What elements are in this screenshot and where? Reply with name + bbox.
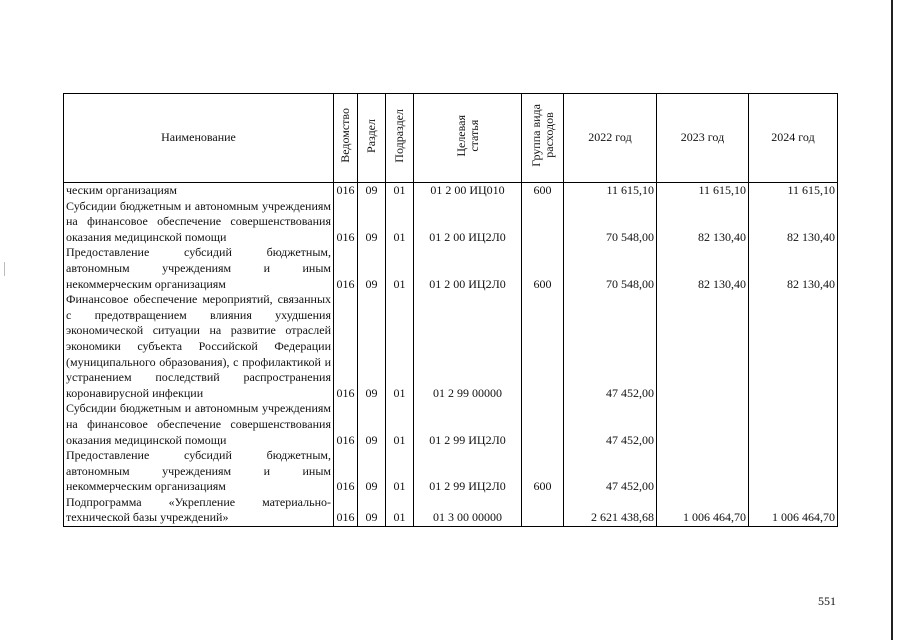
row-ministry: 016 (334, 292, 358, 401)
page-number: 551 (818, 594, 836, 608)
row-subsection: 01 (386, 495, 414, 527)
row-section: 09 (358, 448, 386, 495)
row-section: 09 (358, 401, 386, 448)
row-section: 09 (358, 199, 386, 246)
scan-artifact (4, 262, 5, 276)
table-header (64, 94, 838, 183)
row-ministry: 016 (334, 448, 358, 495)
row-subsection: 01 (386, 401, 414, 448)
row-name: Подпрограмма «Укрепление материально-технической базы учреждений» (64, 495, 334, 527)
row-subsection: 01 (386, 292, 414, 401)
row-ministry: 016 (334, 495, 358, 527)
row-amount-2023: 1 006 464,70 (657, 495, 749, 527)
row-amount-2022: 70 548,00 (564, 245, 657, 292)
row-amount-2024: 11 615,10 (749, 183, 838, 199)
row-expense-type: 600 (522, 245, 564, 292)
table-row (64, 292, 838, 401)
row-target: 01 2 99 ИЦ2Л0 (414, 401, 522, 448)
table-row (64, 183, 838, 199)
page-edge-line (891, 0, 893, 640)
header-target-article: Целевая статья (414, 94, 522, 183)
row-subsection: 01 (386, 199, 414, 246)
row-target: 01 2 99 ИЦ2Л0 (414, 448, 522, 495)
row-amount-2024: 82 130,40 (749, 245, 838, 292)
row-ministry: 016 (334, 245, 358, 292)
row-ministry: 016 (334, 199, 358, 246)
table-row (64, 199, 838, 246)
row-amount-2022: 47 452,00 (564, 292, 657, 401)
row-target: 01 2 00 ИЦ2Л0 (414, 245, 522, 292)
header-year-2024: 2024 год (749, 94, 838, 183)
row-expense-type (522, 292, 564, 401)
row-subsection: 01 (386, 183, 414, 199)
row-name: Субсидии бюджетным и автономным учреждениям на финансовое обеспечение совершенствования оказания медицинской помощи (64, 199, 334, 246)
row-amount-2022: 2 621 438,68 (564, 495, 657, 527)
header-name: Наименование (64, 94, 334, 183)
row-amount-2023 (657, 401, 749, 448)
row-amount-2024: 82 130,40 (749, 199, 838, 246)
row-expense-type (522, 495, 564, 527)
row-amount-2024 (749, 292, 838, 401)
row-expense-type (522, 401, 564, 448)
row-name: ческим организациям (64, 183, 334, 199)
row-expense-type (522, 199, 564, 246)
table-row (64, 448, 838, 495)
header-ministry: Ведомство (334, 94, 358, 183)
table-body (64, 183, 838, 527)
row-amount-2023 (657, 448, 749, 495)
row-target: 01 2 00 ИЦ010 (414, 183, 522, 199)
row-section: 09 (358, 183, 386, 199)
row-name: Предоставление субсидий бюджетным, автономным учреждениям и иным некоммерческим организациям (64, 448, 334, 495)
row-target: 01 2 00 ИЦ2Л0 (414, 199, 522, 246)
row-ministry: 016 (334, 401, 358, 448)
header-year-2022: 2022 год (564, 94, 657, 183)
row-amount-2022: 11 615,10 (564, 183, 657, 199)
row-name: Финансовое обеспечение мероприятий, связанных с предотвращением влияния ухудшения экономической ситуации на развитие отраслей экономики субъекта Российской Федерации (муниципального образования), с профилактикой и устранением последствий распространения коронавирусной инфекции (64, 292, 334, 401)
table-row (64, 245, 838, 292)
row-section: 09 (358, 495, 386, 527)
row-section: 09 (358, 292, 386, 401)
header-section: Раздел (358, 94, 386, 183)
table-row (64, 401, 838, 448)
row-amount-2024 (749, 448, 838, 495)
row-amount-2024: 1 006 464,70 (749, 495, 838, 527)
row-name: Предоставление субсидий бюджетным, автономным учреждениям и иным некоммерческим организациям (64, 245, 334, 292)
row-subsection: 01 (386, 448, 414, 495)
row-expense-type: 600 (522, 448, 564, 495)
row-section: 09 (358, 245, 386, 292)
row-amount-2023: 11 615,10 (657, 183, 749, 199)
row-subsection: 01 (386, 245, 414, 292)
row-expense-type: 600 (522, 183, 564, 199)
table-row (64, 495, 838, 527)
row-amount-2022: 47 452,00 (564, 401, 657, 448)
row-target: 01 3 00 00000 (414, 495, 522, 527)
row-amount-2023 (657, 292, 749, 401)
header-subsection: Подраздел (386, 94, 414, 183)
row-target: 01 2 99 00000 (414, 292, 522, 401)
header-expense-type: Группа вида расходов (522, 94, 564, 183)
row-ministry: 016 (334, 183, 358, 199)
row-amount-2022: 47 452,00 (564, 448, 657, 495)
row-amount-2022: 70 548,00 (564, 199, 657, 246)
row-amount-2024 (749, 401, 838, 448)
header-year-2023: 2023 год (657, 94, 749, 183)
row-amount-2023: 82 130,40 (657, 199, 749, 246)
row-amount-2023: 82 130,40 (657, 245, 749, 292)
row-name: Субсидии бюджетным и автономным учреждениям на финансовое обеспечение совершенствования оказания медицинской помощи (64, 401, 334, 448)
budget-table (63, 93, 838, 527)
